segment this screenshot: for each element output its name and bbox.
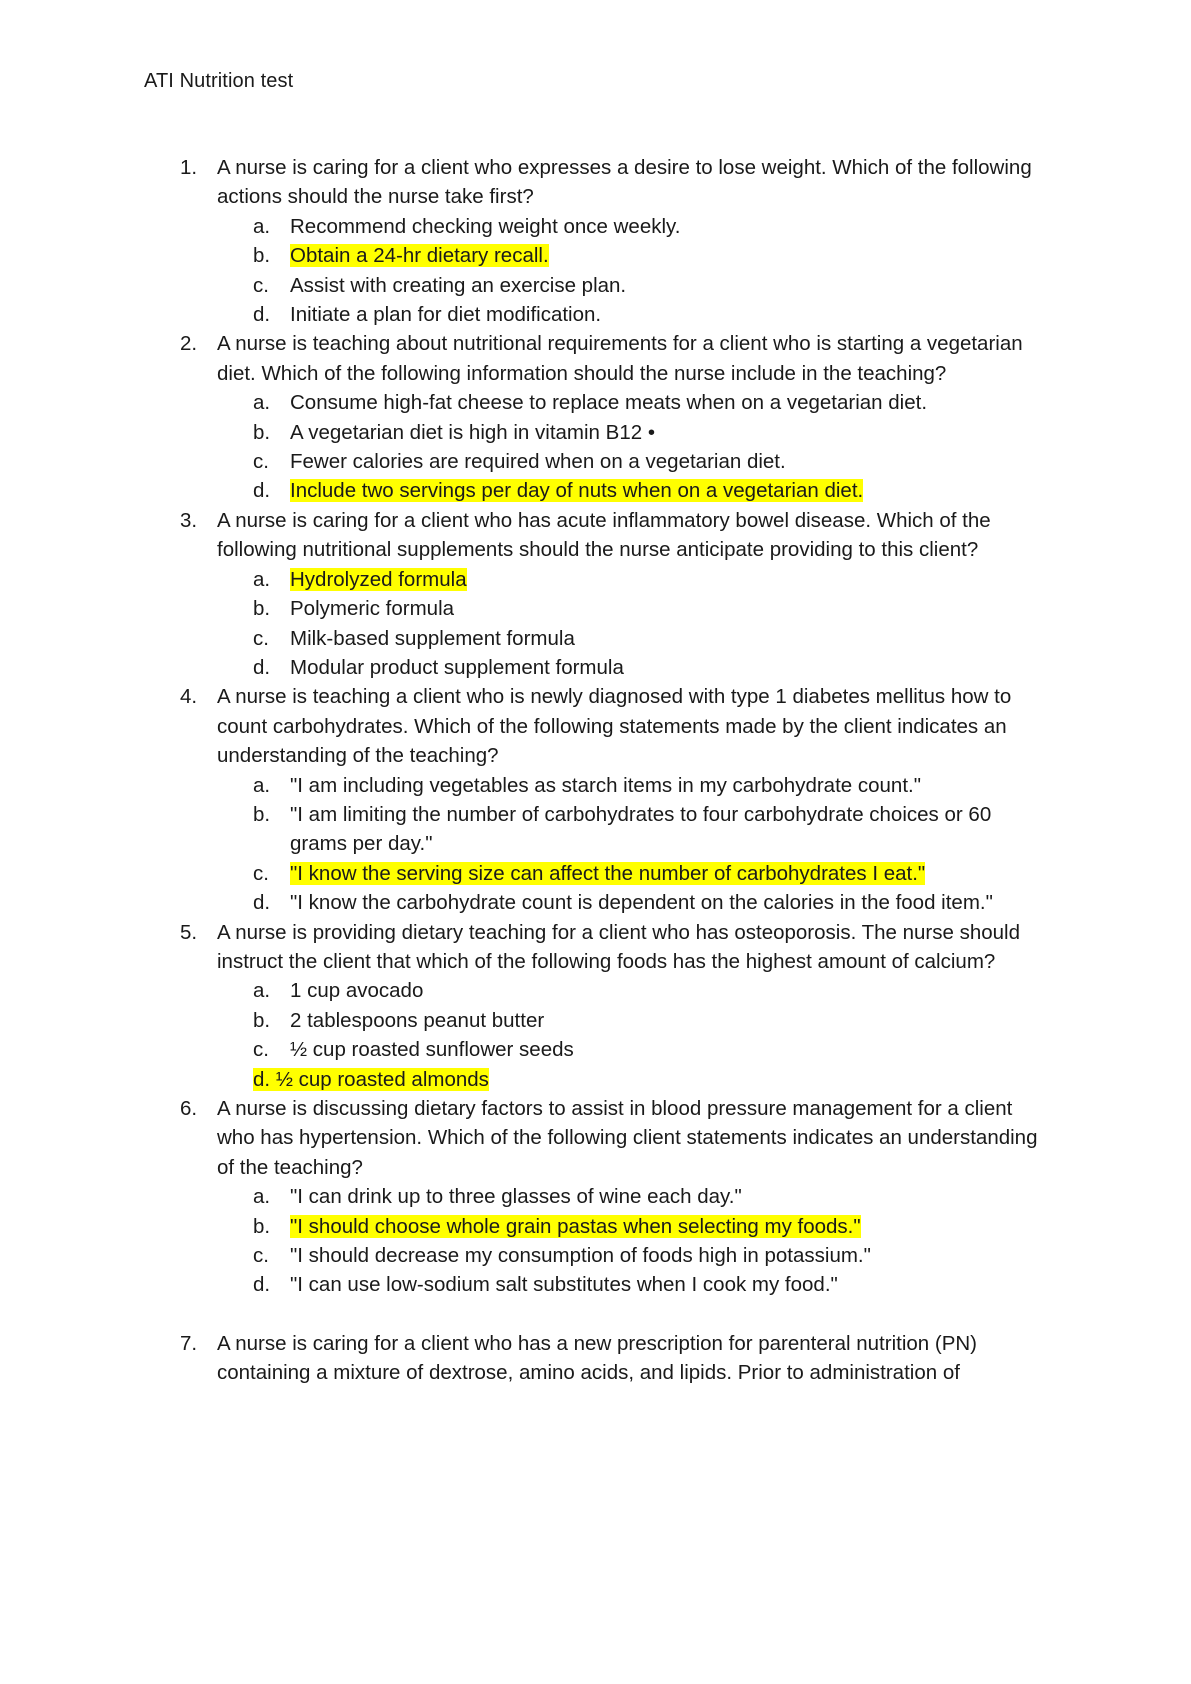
option-letter: b. bbox=[253, 1008, 271, 1032]
option-letter: b. bbox=[253, 244, 271, 268]
question-text: A nurse is caring for a client who has acute inflammatory bowel disease. Which of the following nutritional supplements should the nurse anticipate providing to this client? bbox=[217, 508, 991, 562]
highlighted-answer: Obtain a 24-hr dietary recall. bbox=[290, 244, 549, 268]
answer-option-b bbox=[217, 1212, 1044, 1241]
answer-option-b bbox=[217, 594, 1044, 623]
option-letter: c. bbox=[253, 861, 269, 885]
question-1 bbox=[144, 153, 1044, 329]
answer-option-c bbox=[217, 624, 1044, 653]
option-text: "I know the carbohydrate count is dependent on the calories in the food item." bbox=[290, 891, 993, 915]
option-letter: b. bbox=[253, 802, 271, 826]
answer-option-b bbox=[217, 1006, 1044, 1035]
option-letter: c. bbox=[253, 450, 269, 474]
question-3 bbox=[144, 506, 1044, 682]
option-text: "I should decrease my consumption of foods high in potassium." bbox=[290, 1244, 871, 1268]
answer-option-c bbox=[217, 271, 1044, 300]
answer-option-d bbox=[217, 476, 1044, 505]
question-number: 1. bbox=[180, 156, 198, 179]
question-number: 3. bbox=[180, 508, 198, 532]
question-number: 2. bbox=[180, 332, 198, 356]
question-5 bbox=[144, 918, 1044, 1094]
option-text: "I can drink up to three glasses of wine each day." bbox=[290, 1185, 742, 1209]
option-text: ½ cup roasted sunflower seeds bbox=[290, 1038, 574, 1062]
option-letter: d. bbox=[253, 303, 271, 327]
answer-option-a bbox=[217, 388, 1044, 417]
option-text: Fewer calories are required when on a vegetarian diet. bbox=[290, 450, 786, 474]
answer-option-d bbox=[217, 1270, 1044, 1299]
option-text: 2 tablespoons peanut butter bbox=[290, 1008, 545, 1032]
option-letter: a. bbox=[253, 773, 271, 797]
answer-option-c bbox=[217, 447, 1044, 476]
option-text: Recommend checking weight once weekly. bbox=[290, 214, 681, 238]
question-7 bbox=[144, 1329, 1044, 1388]
option-letter: a. bbox=[253, 391, 271, 415]
option-letter: d. bbox=[253, 891, 271, 915]
option-text: Polymeric formula bbox=[290, 597, 455, 621]
option-letter: d. bbox=[253, 479, 271, 503]
answer-option-d bbox=[217, 300, 1044, 329]
question-number: 7. bbox=[180, 1331, 198, 1355]
highlighted-answer: "I know the serving size can affect the number of carbohydrates I eat." bbox=[290, 861, 926, 885]
option-letter: c. bbox=[253, 626, 269, 650]
answer-options bbox=[217, 388, 1044, 506]
option-letter: a. bbox=[253, 1185, 271, 1209]
answer-option-c bbox=[217, 1241, 1044, 1270]
option-text: Milk-based supplement formula bbox=[290, 626, 575, 650]
option-text: ½ cup roasted almonds bbox=[275, 1067, 489, 1091]
answer-options bbox=[217, 565, 1044, 683]
option-letter: c. bbox=[253, 1038, 269, 1062]
option-letter: a. bbox=[253, 567, 271, 591]
highlighted-answer: "I should choose whole grain pastas when selecting my foods." bbox=[290, 1214, 861, 1238]
answer-option-d bbox=[217, 888, 1044, 917]
question-text: A nurse is teaching a client who is newly diagnosed with type 1 diabetes mellitus how to count carbohydrates. Which of the following statements made by the client indicates an understanding of the teaching? bbox=[217, 685, 1012, 768]
option-text: "I can use low-sodium salt substitutes when I cook my food." bbox=[290, 1273, 838, 1297]
question-6 bbox=[144, 1094, 1044, 1300]
option-letter: d. bbox=[253, 655, 271, 679]
answer-options bbox=[217, 1182, 1044, 1300]
highlighted-answer: Include two servings per day of nuts when on a vegetarian diet. bbox=[290, 479, 864, 503]
question-2 bbox=[144, 329, 1044, 505]
question-text: A nurse is providing dietary teaching for a client who has osteoporosis. The nurse should instruct the client that which of the following foods has the highest amount of calcium? bbox=[217, 920, 1021, 973]
option-letter: d. bbox=[253, 1273, 271, 1297]
answer-option-a bbox=[217, 212, 1044, 241]
option-text: Consume high-fat cheese to replace meats when on a vegetarian diet. bbox=[290, 391, 928, 415]
option-text: Modular product supplement formula bbox=[290, 655, 624, 679]
question-text: A nurse is caring for a client who has a new prescription for parenteral nutrition (PN) containing a mixture of dextrose, amino acids, and lipids. Prior to administration of bbox=[217, 1331, 978, 1385]
option-letter: b. bbox=[253, 597, 271, 621]
question-text: A nurse is discussing dietary factors to assist in blood pressure management for a client who has hypertension. Which of the following client statements indicates an understanding of the teaching? bbox=[217, 1097, 1038, 1179]
answer-options bbox=[217, 771, 1044, 918]
option-letter: d. bbox=[253, 1067, 271, 1091]
answer-option-b bbox=[217, 241, 1044, 270]
option-text: A vegetarian diet is high in vitamin B12 • bbox=[290, 420, 655, 444]
answer-options bbox=[217, 976, 1044, 1094]
option-letter: c. bbox=[253, 1244, 269, 1268]
answer-option-b bbox=[217, 800, 1044, 859]
option-text: Initiate a plan for diet modification. bbox=[290, 303, 602, 327]
question-number: 5. bbox=[180, 920, 198, 944]
answer-option-a bbox=[217, 1182, 1044, 1211]
document-header: ATI Nutrition test bbox=[144, 70, 294, 92]
answer-option-a bbox=[217, 771, 1044, 800]
answer-option-d bbox=[217, 653, 1044, 682]
highlighted-answer bbox=[253, 1068, 489, 1091]
answer-option-c bbox=[217, 859, 1044, 888]
option-text: "I am limiting the number of carbohydrates to four carbohydrate choices or 60 grams per day." bbox=[290, 802, 992, 856]
answer-option-d bbox=[217, 1065, 1044, 1094]
highlighted-answer: Hydrolyzed formula bbox=[290, 567, 467, 591]
answer-option-a bbox=[217, 565, 1044, 594]
answer-option-b bbox=[217, 418, 1044, 447]
question-number: 6. bbox=[180, 1097, 198, 1120]
question-list bbox=[144, 153, 1044, 1388]
option-letter: b. bbox=[253, 1214, 271, 1238]
option-letter: c. bbox=[253, 273, 269, 297]
question-text: A nurse is teaching about nutritional requirements for a client who is starting a vegetarian diet. Which of the following information should the nurse include in the teaching? bbox=[217, 332, 1023, 385]
option-letter: a. bbox=[253, 214, 271, 238]
question-4 bbox=[144, 682, 1044, 917]
answer-option-c bbox=[217, 1035, 1044, 1064]
option-text: "I am including vegetables as starch items in my carbohydrate count." bbox=[290, 773, 921, 797]
answer-option-a bbox=[217, 976, 1044, 1005]
option-letter: a. bbox=[253, 979, 271, 1003]
question-number: 4. bbox=[180, 685, 198, 709]
option-text: Assist with creating an exercise plan. bbox=[290, 273, 627, 297]
option-letter: b. bbox=[253, 420, 271, 444]
question-text: A nurse is caring for a client who expresses a desire to lose weight. Which of the following actions should the nurse take first? bbox=[217, 156, 1032, 209]
option-text: 1 cup avocado bbox=[290, 979, 424, 1003]
answer-options bbox=[217, 212, 1044, 330]
